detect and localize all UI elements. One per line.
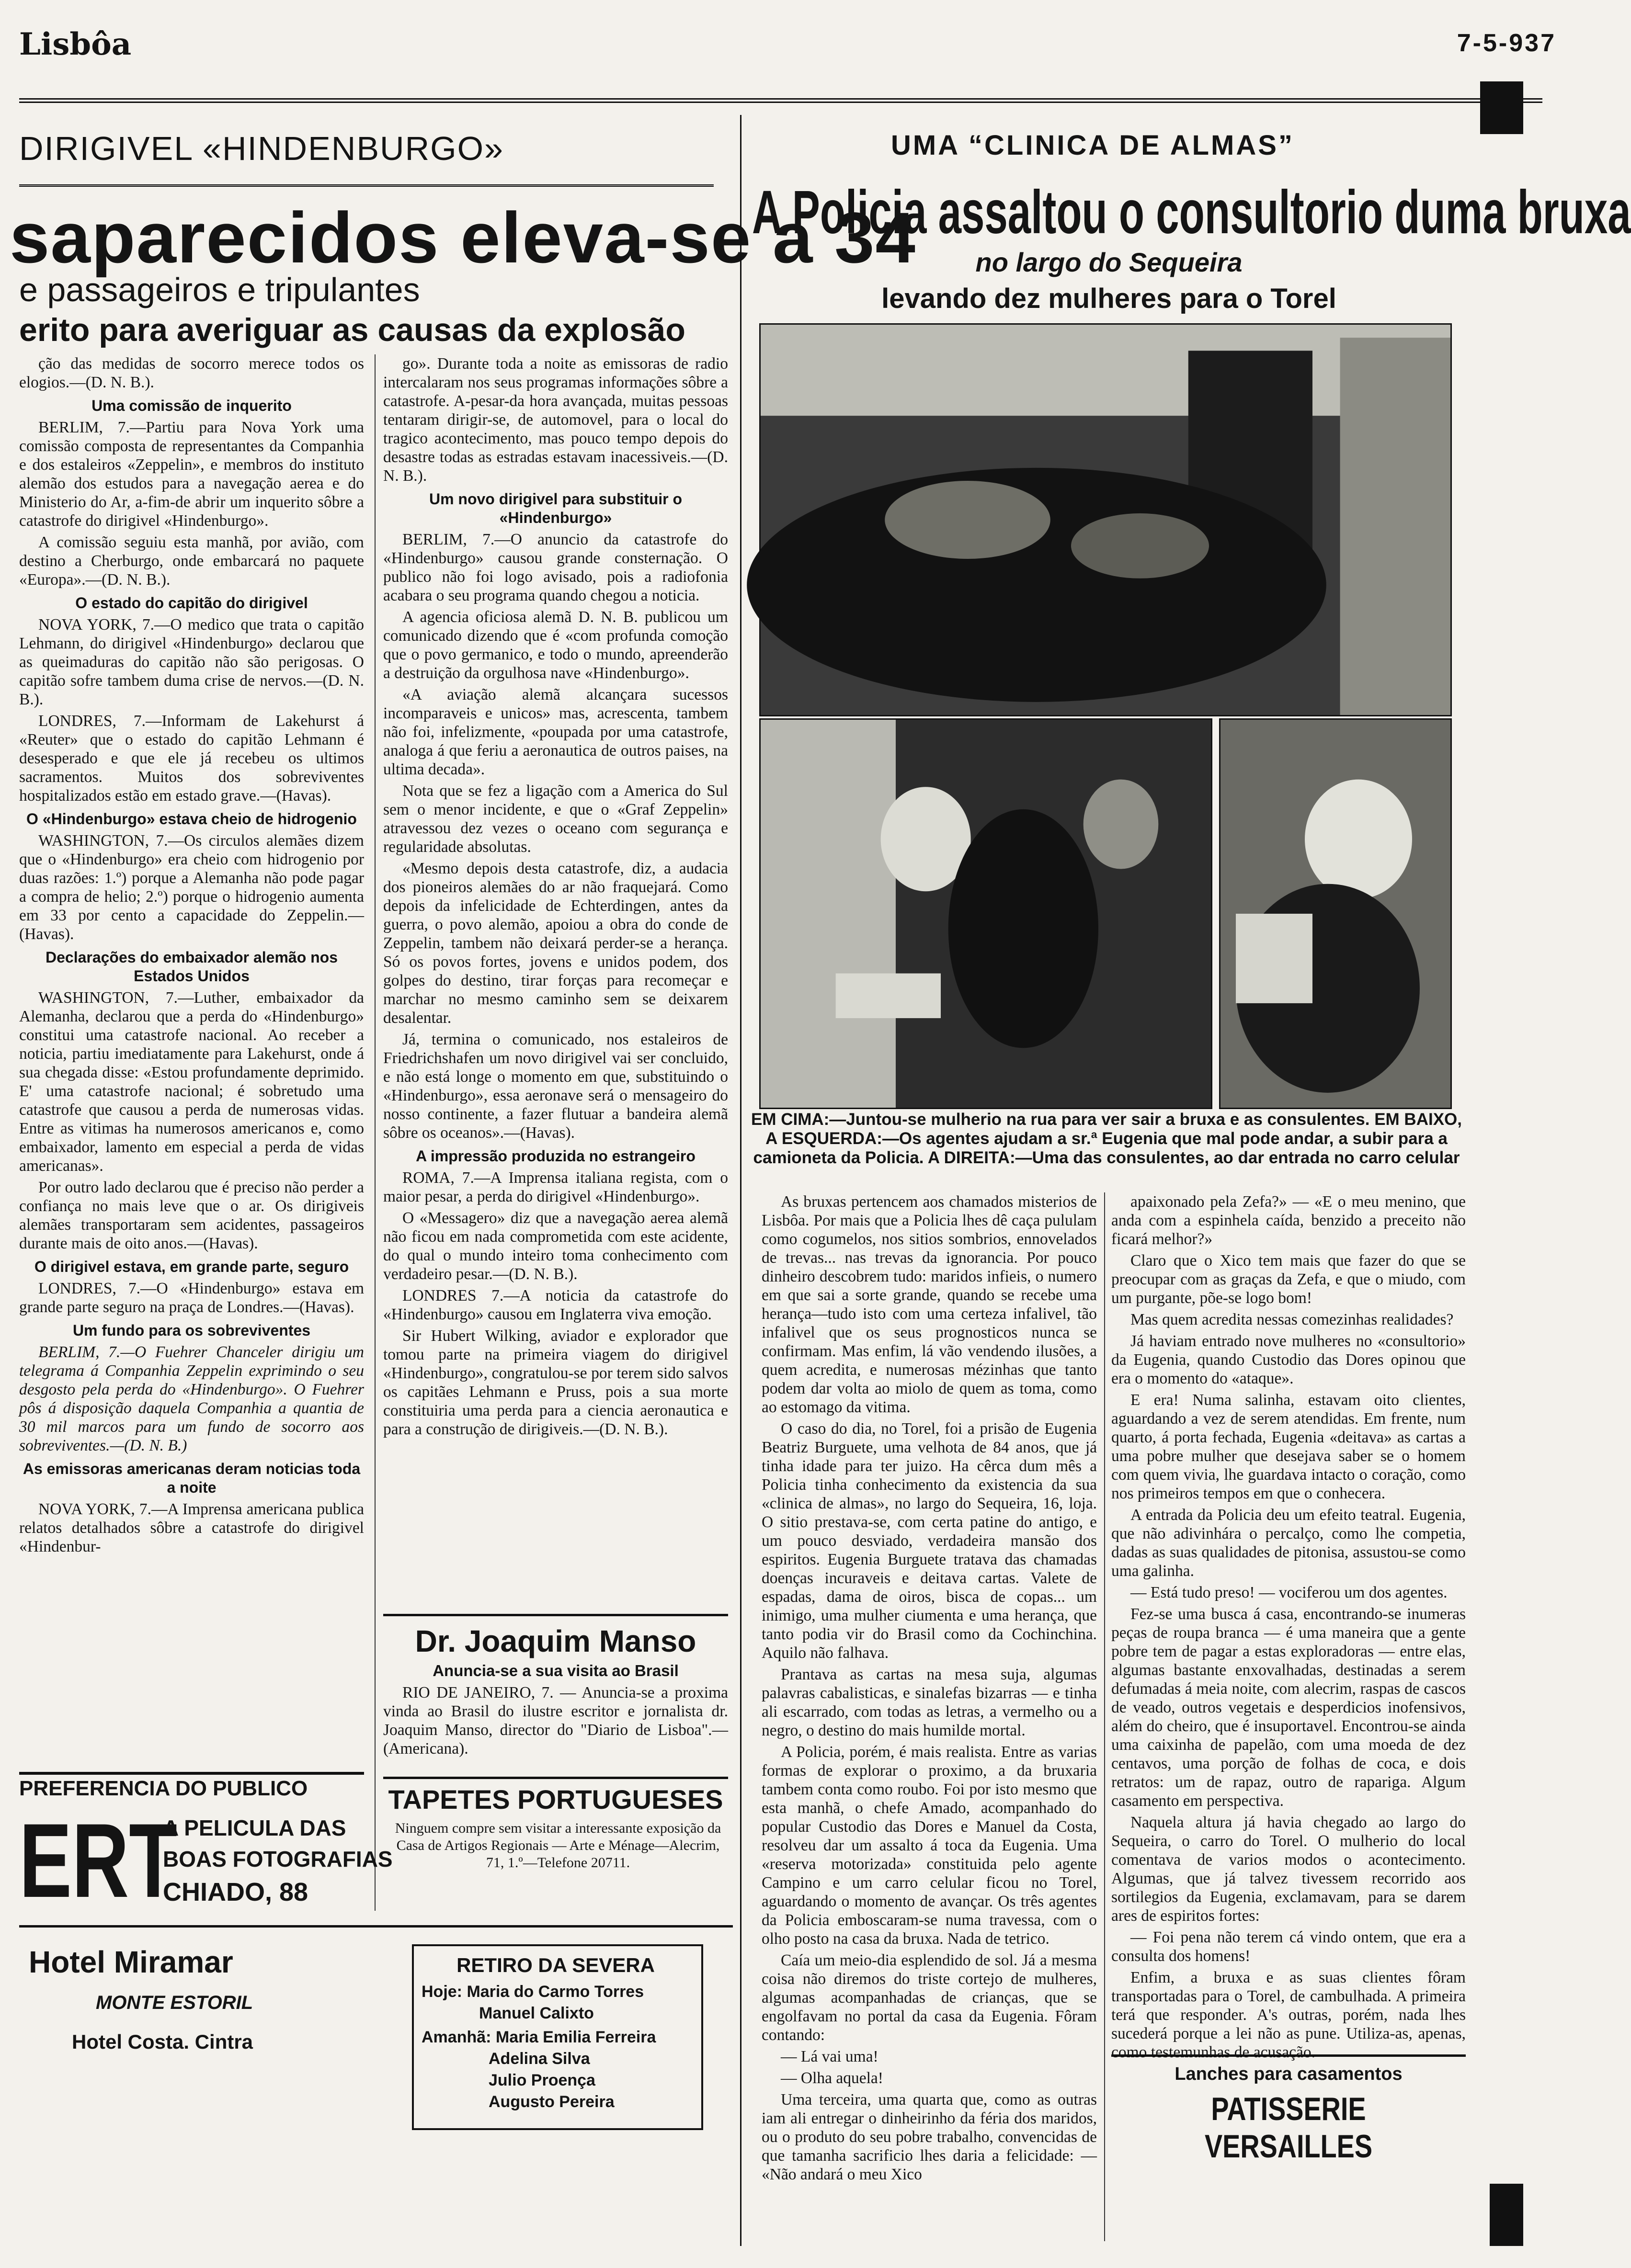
paragraph: O «Messagero» diz que a navegação aerea alemã não ficou em nada comprometida com este acidente, do qual o mundo inteiro toma conhecimento com verdadeiro pesar.—(D. N. B.). bbox=[383, 1209, 728, 1283]
ad-lanches: Lanches para casamentos bbox=[1175, 2064, 1403, 2084]
subheading: Um novo dirigivel para substituir o «Hindenburgo» bbox=[429, 490, 683, 526]
right-subhead: no largo do Sequeira bbox=[975, 247, 1243, 277]
left-headline: saparecidos eleva-se a 34 bbox=[10, 197, 916, 278]
paragraph: Enfim, a bruxa e as suas clientes fôram transportadas para o Torel, de cambulhada. A primeira terá que responder. A's outras, porém, nada lhes sucederá porque a lei não as pune. Utiliza-as, apenas, como testemunhas de acusação. bbox=[1111, 1969, 1466, 2061]
ad-manso-sub: Anuncia-se a sua visita ao Brasil bbox=[433, 1662, 679, 1679]
left-section-title: DIRIGIVEL «HINDENBURGO» bbox=[19, 130, 504, 167]
subheading: Uma comissão de inquerito bbox=[91, 397, 292, 414]
paragraph: As bruxas pertencem aos chamados misterios de Lisbôa. Por mais que a Policia lhes dê caça pululam como cogumelos, nos sitios sombrios, ennovelados de trevas... nas trevas da ignorancia. Por pouco dinheiro descobrem tudo: maridos infieis, o numero em que sai a sorte grande, quando se recebe uma herança—tudo isto com uma certeza infalivel, tão infalivel que os seus prognosticos nunca se confirmam. Mas enfim, lá vão vendendo ilusões, a quem acredita, e numerosas mézinhas que tanto podem dar volta ao miolo de quem as toma, como ao estomago da vitima. bbox=[762, 1193, 1097, 1416]
paragraph: Já, termina o comunicado, nos estaleiros de Friedrichshafen um novo dirigivel vai ser concluido, e não está longe o momento em que, substituindo o «Hindenburgo», essa aeronave será o mensageiro do nosso continente, a fazer flutuar a bandeira alemã sôbre os oceanos».—(Havas). bbox=[383, 1031, 728, 1142]
paragraph: «A aviação alemã alcançara sucessos incomparaveis e unicos» mas, acrescenta, tambem não foi, infelizmente, «poupada por uma catastrofe, analoga á que feriu a aeronautica de outros paises, na ultima decada». bbox=[383, 686, 728, 778]
ad-tapetes-title: TAPETES PORTUGUESES bbox=[383, 1777, 728, 1815]
paragraph: ção das medidas de socorro merece todos os elogios.—(D. N. B.). bbox=[19, 355, 364, 391]
paragraph: LONDRES, 7.—O «Hindenburgo» estava em grande parte seguro na praça de Londres.—(Havas). bbox=[19, 1280, 364, 1316]
paragraph: Prantava as cartas na mesa suja, algumas palavras cabalisticas, e sinalefas bizarras — e tinha ali escarrado, com todas as letras, a vermelho ou a negro, o destino do mais humilde mortal. bbox=[762, 1666, 1097, 1739]
masthead-city: Lisbôa bbox=[19, 26, 132, 62]
manso-rule bbox=[383, 1614, 728, 1616]
ad-manso-text: RIO DE JANEIRO, 7. — Anuncia-se a proxima vinda ao Brasil do ilustre escritor e jornalista dr. Joaquim Manso, director do "Diario de Lisboa".— (Americana). bbox=[383, 1684, 728, 1758]
subheading: As emissoras americanas deram noticias toda a noite bbox=[23, 1460, 361, 1496]
paragraph: E era! Numa salinha, estavam oito clientes, aguardando a vez de serem atendidas. Em frente, num quarto, á porta fechada, Eugenia «deitava» as cartas a uma pobre mulher que desejava saber se o homem com quem vivia, lhe guardava intacto o coração, como nos primeiros tempos em que o conhecera. bbox=[1111, 1391, 1466, 1502]
paragraph: Uma terceira, uma quarta que, como as outras iam ali entregar o dinheirinho da féria dos maridos, ou o produto do seu pobre trabalho, convencidas de que tamanha sacrificio lhes daria a felicidade: — «Não andará o meu Xico bbox=[762, 2091, 1097, 2183]
paragraph: BERLIM, 7.—O Fuehrer Chanceler dirigiu um telegrama á Companhia Zeppelin exprimindo o seu desgosto pela perda do «Hindenburgo». O Fuehrer pôs á disposição daquela Companhia a quantia de 30 mil marcos para um fundo de socorro aos sobreviventes.—(D. N. B.) bbox=[19, 1343, 364, 1454]
paragraph: WASHINGTON, 7.—Luther, embaixador da Alemanha, declarou que a perda do «Hindenburgo» constitui uma catastrofe nacional. Ao receber a noticia, partiu imediatamente para Lakehurst, onde á sua chegada disse: «Estou profundamente deprimido. E' uma catastrofe nacional; é sobretudo uma catastrofe que causou a perda de numerosas vidas. Entre as vitimas ha numerosos americanos e, como embaixador, lamento em especial a perda de vidas americanas». bbox=[19, 989, 364, 1175]
ads-rule bbox=[19, 1925, 733, 1928]
paragraph: Caía um meio-dia esplendido de sol. Já a mesma coisa não diremos do triste cortejo de mulheres, algumas acompanhadas de crianças, que se engolfavam no portal da casa da Eugenia. Fôram contando: bbox=[762, 1951, 1097, 2044]
paragraph: WASHINGTON, 7.—Os circulos alemães dizem que o «Hindenburgo» era cheio com hidrogenio por duas razões: 1.º) porque a Alemanha não pode pagar a compra de helio; 2.º) porque o hidrogenio aumenta em 33 por cento a capacidade do Zeppelin.—(Havas). bbox=[19, 832, 364, 943]
paragraph: Claro que o Xico tem mais que fazer do que se preocupar com as graças da Zefa, e que o miudo, com um purgante, põe-se logo bom! bbox=[1111, 1252, 1466, 1307]
photo-caption: EM CIMA:—Juntou-se mulherio na rua para ver sair a bruxa e as consulentes. EM BAIXO, A ESQUERDA:—Os agentes ajudam a sr.ª Eugenia que mal pode andar, a subir para a camioneta da Policia. A DIREITA:—Uma das consulentes, ao dar entrada no carro celular bbox=[751, 1110, 1462, 1167]
right-deck: levando dez mulheres para o Torel bbox=[881, 283, 1336, 314]
subheading: Um fundo para os sobreviventes bbox=[72, 1322, 311, 1339]
paragraph: apaixonado pela Zefa?» — «E o meu menino, que anda com a espinhela caída, benzido a preceito não ficará melhor?» bbox=[1111, 1193, 1466, 1248]
ad-preferencia: PREFERENCIA DO PUBLICO bbox=[19, 1772, 364, 1801]
masthead-rule bbox=[19, 98, 1542, 103]
ad-severa-a2: Adelina Silva bbox=[489, 2050, 590, 2068]
paragraph: Nota que se fez a ligação com a America do Sul sem o menor incidente, e que o «Graf Zeppelin» atravessou dez vezes o oceano com segurança e regularidade absolutas. bbox=[383, 782, 728, 856]
ad-severa-title: RETIRO DA SEVERA bbox=[456, 1954, 655, 1976]
paragraph: Já haviam entrado nove mulheres no «consultorio» da Eugenia, quando Custodio das Dores opinou que era o momento do «ataque». bbox=[1111, 1332, 1466, 1387]
left-column-2 bbox=[383, 354, 728, 1604]
right-section-title: UMA “CLINICA DE ALMAS” bbox=[891, 130, 1294, 161]
column-divider-right bbox=[1104, 1192, 1105, 2241]
right-column-2 bbox=[1111, 1192, 1466, 2061]
ad-hotel-line2: MONTE ESTORIL bbox=[96, 1992, 253, 2013]
ad-patisserie: PATISSERIE VERSAILLES bbox=[1204, 2091, 1373, 2165]
ad-ert-line3: CHIADO, 88 bbox=[163, 1878, 308, 1906]
paragraph: O caso do dia, no Torel, foi a prisão de Eugenia Beatriz Burguete, uma velhota de 84 anos, que já tinha idade para ter juizo. Ha cêrca dum mês a Policia tinha conhecimento da existencia da sua «clinica de almas», no largo do Sequeira, 16, loja. O sitio prestava-se, com certa patine do antigo, e um pouco desviado, verdadeira mansão dos espiritos. Eugenia Burguete tratava das chamadas doenças incuraveis e deitava cartas. Valete de espadas, dama de oiros, bisca de copas... um inimigo, uma mulher ciumenta e uma herança, que tanto podia vir do Brasil como da Cochinchina. Aquilo não falhava. bbox=[762, 1420, 1097, 1662]
paragraph: Por outro lado declarou que é preciso não perder a confiança no mais leve que o ar. Os dirigiveis alemães transportaram sem acidentes, passageiros durante mais de oito anos.—(Havas). bbox=[19, 1179, 364, 1252]
paragraph: Fez-se uma busca á casa, encontrando-se inumeras peças de roupa branca — é uma maneira que a gente pobre tem de pagar a estas exploradoras — entre elas, algumas bastante enxovalhadas, destinadas a serem defumadas á meia noite, com alecrim, raspas de cascos de veado, outros vegetais e desperdicios inofensivos, além do cheiro, que é insuportavel. Encontrou-se ainda uma caixinha de papelão, com uma moeda de dez centavos, uma porção de folhas de coca, e dois retratos: um de rapaz, outro de rapariga. Algum casamento em perspectiva. bbox=[1111, 1605, 1466, 1810]
paragraph: «Mesmo depois desta catastrofe, diz, a audacia dos pioneiros alemães do ar não fraquejará. Como depois da infelicidade de Echterdingen, antes da guerra, o povo alemão, apoiou a obra do conde de Zeppelin, tambem não deixará perder-se a herança. Só os povos fortes, jovens e unidos podem, dos golpes do destino, tirar forças para recomeçar e marchar no mesmo caminho sem se deixarem desalentar. bbox=[383, 860, 728, 1027]
patisserie-rule bbox=[1111, 2054, 1466, 2057]
paragraph: ROMA, 7.—A Imprensa italiana regista, com o maior pesar, a perda do dirigivel «Hindenburgo». bbox=[383, 1169, 728, 1205]
right-headline: A Policia assaltou o consultorio duma bruxa bbox=[752, 178, 1631, 247]
ad-severa-amanha: Amanhã: Maria Emilia Ferreira bbox=[422, 2028, 656, 2046]
column-divider bbox=[375, 354, 376, 1911]
ad-ert-line2: BOAS FOTOGRAFIAS bbox=[163, 1847, 393, 1871]
paragraph: — Está tudo preso! — vociferou um dos agentes. bbox=[1130, 1584, 1448, 1601]
paragraph: BERLIM, 7.—Partiu para Nova York uma comissão composta de representantes da Companhia e dos estaleiros «Zeppelin», e membros do instituto alemão dos estudos para a navegação aerea e do Ministerio do Ar, a-fim-de abrir um inquerito sôbre a catastrofe do dirigivel «Hindenburgo». bbox=[19, 419, 364, 530]
ad-severa-hoje2: Manuel Calixto bbox=[479, 2004, 594, 2022]
photo-consulente bbox=[1219, 718, 1452, 1109]
masthead-date: 7-5-937 bbox=[1457, 29, 1556, 57]
ad-severa-a3: Julio Proença bbox=[489, 2071, 595, 2089]
paragraph: — Olha aquela! bbox=[781, 2069, 883, 2087]
left-deck: erito para averiguar as causas da explosão bbox=[19, 312, 685, 348]
ad-ert-logo: ERT bbox=[19, 1802, 177, 1919]
paragraph: go». Durante toda a noite as emissoras de radio intercalaram nos seus programas informações sôbre a catastrofe. A-pesar-da hora avançada, muitas pessoas tentaram dirigir-se, de automovel, para o local do tragico acontecimento, mas pouco tempo depois do desastre todas as estradas estavam inacessiveis.—(D. N. B.). bbox=[383, 355, 728, 485]
ad-ert-line1: A PELICULA DAS bbox=[163, 1815, 346, 1840]
corner-block-bottom bbox=[1490, 2184, 1523, 2246]
paragraph: A agencia oficiosa alemã D. N. B. publicou um comunicado dizendo que é «com profunda comoção que o povo germanico, e todo o mundo, apreenderão a destruição da orgulhosa nave «Hindenburgo». bbox=[383, 608, 728, 682]
paragraph: — Foi pena não terem cá vindo ontem, que era a consulta dos homens! bbox=[1111, 1928, 1466, 1965]
paragraph: A entrada da Policia deu um efeito teatral. Eugenia, que não adivinhára o percalço, como lhe competia, dadas as suas qualidades de pitonisa, assustou-se como uma galinha. bbox=[1111, 1506, 1466, 1580]
corner-block-top bbox=[1480, 81, 1523, 134]
paragraph: Mas quem acredita nessas comezinhas realidades? bbox=[1130, 1311, 1454, 1328]
subheading: O dirigivel estava, em grande parte, seguro bbox=[34, 1258, 349, 1275]
subheading: Declarações do embaixador alemão nos Estados Unidos bbox=[45, 949, 338, 985]
ad-tapetes-text: Ninguem compre sem visitar a interessante exposição da Casa de Artigos Regionais — Arte e Ménage—Alecrim, 71, 1.º—Telefone 20711. bbox=[395, 1820, 721, 1871]
paragraph: — Lá vai uma! bbox=[781, 2048, 878, 2065]
right-column-1 bbox=[762, 1192, 1097, 2222]
ad-severa-hoje: Hoje: Maria do Carmo Torres bbox=[422, 1983, 644, 2001]
photo-crowd bbox=[759, 323, 1452, 716]
paragraph: LONDRES 7.—A noticia da catastrofe do «Hindenburgo» causou em Inglaterra viva emoção. bbox=[383, 1287, 728, 1323]
story-divider bbox=[740, 115, 741, 2246]
left-section-rule bbox=[19, 184, 714, 187]
left-subhead: e passageiros e tripulantes bbox=[19, 271, 420, 308]
paragraph: A comissão seguiu esta manhã, por avião, com destino a Cherburgo, onde embarcará no paquete «Europa».—(D. N. B.). bbox=[19, 533, 364, 589]
subheading: O estado do capitão do dirigivel bbox=[75, 594, 308, 612]
paragraph: Sir Hubert Wilking, aviador e explorador que tomou parte na primeira viagem do dirigivel «Hindenburgo», congratulou-se por terem sido salvos os capitães Lehmann e Pruss, pois a sua morte constituiria uma perda para a ciencia aeronautica e para a construção de dirigiveis.—(D. N. B.). bbox=[383, 1327, 728, 1438]
ad-hotel-line3: Hotel Costa. Cintra bbox=[72, 2030, 253, 2053]
left-column-1 bbox=[19, 354, 364, 1767]
paragraph: A Policia, porém, é mais realista. Entre as varias formas de explorar o proximo, a da bruxaria tambem conta como roubo. Foi por isto mesmo que esta manhã, o chefe Amado, acompanhado do popular Custodio das Dores e Manuel da Costa, resolveu dar um assalto á toca da Eugenia. Uma «reserva motorizada» constituida pelo agente Campino e um carro celular ficou no Torel, aguardando o momento de avançar. Os três agentes da Policia emboscaram-se numa travessa, com o olho posto na casa da bruxa. Nada de tetrico. bbox=[762, 1743, 1097, 1948]
paragraph: LONDRES, 7.—Informam de Lakehurst á «Reuter» que o estado do capitão Lehmann é desesperado e que ele já recebeu os ultimos sacramentos. Muitos dos sobreviventes hospitalizados estão em estado grave.—(Havas). bbox=[19, 712, 364, 805]
ad-severa-a4: Augusto Pereira bbox=[489, 2093, 615, 2111]
paragraph: Naquela altura já havia chegado ao largo do Sequeira, o carro do Torel. O mulherio do local comentava de varios modos o acontecimento. Algumas, que já talvez tivessem recorrido aos sortilegios da Eugenia, exclamavam, para se darem ares de espiritos fortes: bbox=[1111, 1814, 1466, 1925]
paragraph: NOVA YORK, 7.—A Imprensa americana publica relatos detalhados sôbre a catastrofe do dirigivel «Hindenbur- bbox=[19, 1500, 364, 1555]
subheading: A impressão produzida no estrangeiro bbox=[416, 1147, 696, 1165]
subheading: O «Hindenburgo» estava cheio de hidrogenio bbox=[26, 810, 357, 828]
paragraph: BERLIM, 7.—O anuncio da catastrofe do «Hindenburgo» causou grande consternação. O publico não foi logo avisado, pois a radiofonia acabara o seu programa quando chegou a noticia. bbox=[383, 531, 728, 604]
paragraph: NOVA YORK, 7.—O medico que trata o capitão Lehmann, do dirigivel «Hindenburgo» declarou que as queimaduras do capitão não são perigosas. O capitão sofre tambem duma crise de nervos.—(D. N. B.). bbox=[19, 616, 364, 708]
photo-agents bbox=[759, 718, 1212, 1109]
ad-manso-title: Dr. Joaquim Manso bbox=[415, 1624, 696, 1658]
ad-hotel-title: Hotel Miramar bbox=[29, 1945, 233, 1979]
